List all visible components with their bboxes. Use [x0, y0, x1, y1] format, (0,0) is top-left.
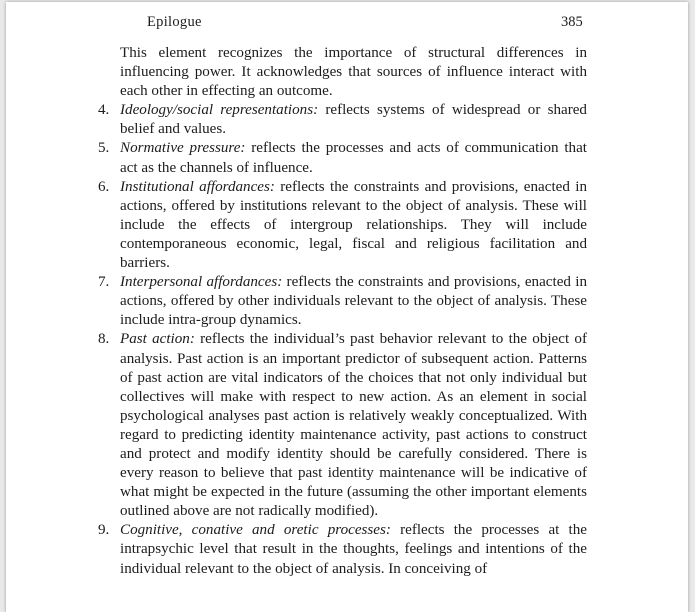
- list-item-number: 5.: [98, 140, 110, 157]
- list-item: [6, 139, 587, 177]
- page-number: 385: [561, 14, 583, 30]
- list-item-text: reflects the constraints and provisions, enacted in actions, offered by institutions relevant to the object of analysis. These will include the effects of intergroup relationships. They will include contemporaneous economic, legal, fiscal and religious facilitation and barriers.: [120, 178, 587, 272]
- list-item-term: Institutional affordances:: [120, 178, 275, 195]
- list-item-number: 7.: [98, 274, 110, 291]
- list-item-term: Cognitive, conative and oretic processes:: [120, 522, 391, 539]
- list-item-number: 6.: [98, 178, 110, 195]
- list-item-term: Normative pressure:: [120, 140, 246, 157]
- list-item: [6, 521, 587, 578]
- list-item-number: 8.: [98, 331, 110, 348]
- body-text: [6, 44, 688, 579]
- list-item-term: Past action:: [120, 331, 195, 348]
- list-item: [6, 178, 587, 273]
- list-item-text: reflects the constraints and provisions, enacted in actions, offered by other individuals relevant to the object of analysis. These include intra-group dynamics.: [120, 274, 587, 329]
- list-item-number: 4.: [98, 102, 110, 119]
- list-item-term: Interpersonal affordances:: [120, 274, 283, 291]
- list-item-text: reflects systems of widespread or shared belief and values.: [120, 102, 587, 138]
- list-item: [6, 101, 587, 139]
- list-item: [6, 330, 587, 521]
- list-item-text: reflects the processes at the intrapsychic level that result in the thoughts, feelings and intentions of the individual relevant to the object of analysis. In conceiving of: [120, 522, 587, 577]
- list-item-text: reflects the individual’s past behavior relevant to the object of analysis. Past action is an important predictor of subsequent action. Patterns of past action are vital indicators of the choices that not only individual but collectives will make with respect to new action. As an element in social psychological analyses past action is relatively weakly conceptualized. With regard to predicting identity maintenance activity, past actions to construct and protect and modify identity should be carefully considered. There is every reason to believe that past identity maintenance will be indicative of what might be expected in the future (assuming the other important elements outlined above are not radically modified).: [120, 331, 587, 520]
- list-item-term: Ideology/social representations:: [120, 102, 319, 119]
- list-item: [6, 273, 587, 330]
- intro-paragraph: This element recognizes the importance of structural differences in influencing power. It acknowledges that sources of influence interact with each other in effecting an outcome.: [120, 45, 587, 100]
- running-head-title: Epilogue: [147, 14, 202, 30]
- list-item-text: reflects the processes and acts of communication that act as the channels of influence.: [120, 140, 587, 176]
- list-item-number: 9.: [98, 522, 110, 539]
- running-head: [6, 14, 688, 34]
- element-list: [6, 101, 688, 578]
- book-page: [6, 2, 688, 612]
